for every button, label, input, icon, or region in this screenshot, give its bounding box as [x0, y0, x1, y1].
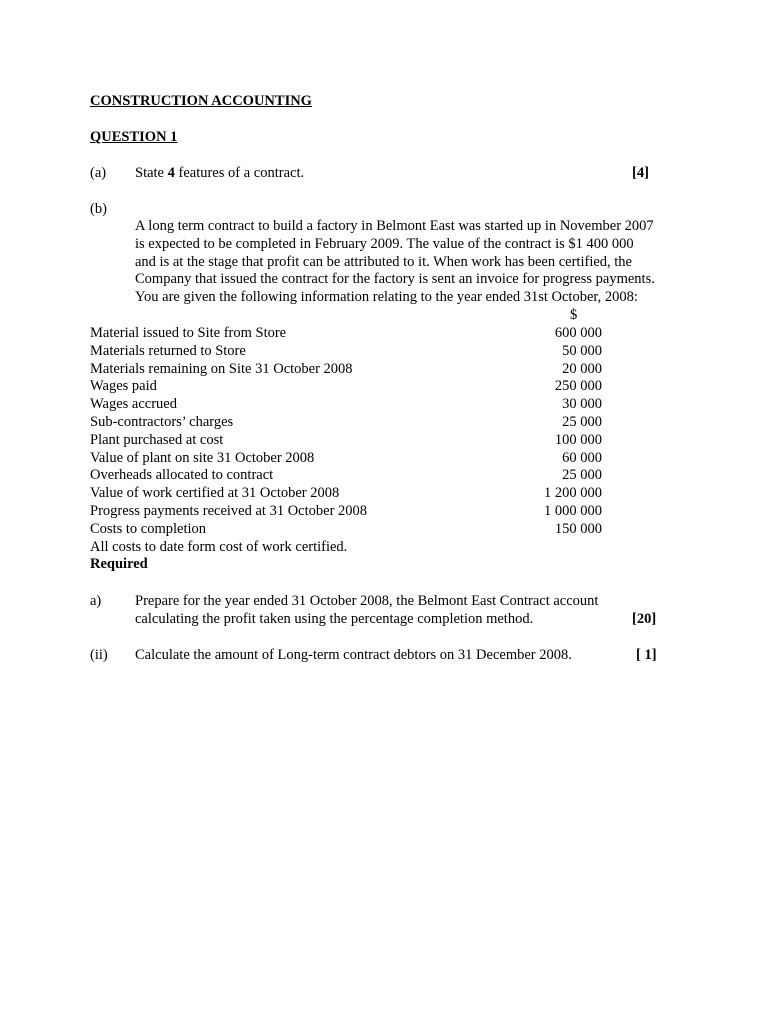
- item-amount: 60 000: [562, 449, 602, 466]
- paragraph-line: and is at the stage that profit can be attributed to it. When work has been certified, the: [135, 253, 632, 270]
- item-label: Value of plant on site 31 October 2008: [90, 449, 315, 466]
- item-label: Value of work certified at 31 October 2008: [90, 485, 340, 502]
- item-amount: 25 000: [562, 413, 602, 430]
- part-a-text-pre: State: [135, 165, 168, 181]
- paragraph-line: You are given the following information relating to the year ended 31st October, 2008:: [135, 289, 638, 306]
- currency-header: $: [570, 307, 578, 323]
- item-label: Plant purchased at cost: [90, 431, 224, 448]
- note-text: All costs to date form cost of work certified.: [90, 538, 348, 555]
- item-label: Material issued to Site from Store: [90, 325, 287, 341]
- table-row: [90, 485, 610, 503]
- item-label: Materials remaining on Site 31 October 2008: [90, 360, 353, 377]
- document-title: CONSTRUCTION ACCOUNTING: [90, 93, 312, 109]
- item-label: Progress payments received at 31 October 2008: [90, 502, 368, 519]
- part-a-marks: [4]: [632, 165, 649, 181]
- part-a-text-bold: 4: [167, 165, 175, 181]
- req-ii-text: Calculate the amount of Long-term contract debtors on 31 December 2008.: [135, 647, 572, 663]
- req-ii-label: (ii): [90, 647, 108, 663]
- table-row: [90, 503, 610, 521]
- paragraph-line: A long term contract to build a factory in Belmont East was started up in November 2007: [135, 218, 654, 234]
- item-amount: 150 000: [554, 520, 602, 537]
- paragraph-line: Company that issued the contract for the factory is sent an invoice for progress payments.: [135, 271, 655, 288]
- item-amount: 30 000: [562, 396, 602, 413]
- item-label: Wages paid: [90, 378, 157, 395]
- item-label: Sub-contractors’ charges: [90, 413, 234, 430]
- item-amount: 1 000 000: [544, 502, 602, 519]
- required-heading-row: [90, 556, 610, 574]
- req-a-line1: Prepare for the year ended 31 October 2008, the Belmont East Contract account: [135, 593, 599, 609]
- table-row: [90, 467, 610, 485]
- table-row: [90, 414, 610, 432]
- table-row: [90, 378, 610, 396]
- question-heading: QUESTION 1: [90, 129, 178, 145]
- item-amount: 600 000: [554, 325, 602, 341]
- table-row: [90, 450, 610, 468]
- req-ii-marks: [ 1]: [636, 647, 657, 663]
- item-label: Materials returned to Store: [90, 342, 246, 359]
- table-row: [90, 432, 610, 450]
- item-label: Overheads allocated to contract: [90, 467, 274, 484]
- table-row: [90, 325, 610, 343]
- part-b-label: (b): [90, 201, 107, 217]
- item-amount: 25 000: [562, 467, 602, 484]
- req-a-label: a): [90, 593, 102, 609]
- table-row: [90, 361, 610, 379]
- required-heading: Required: [90, 556, 148, 573]
- item-amount: 20 000: [562, 360, 602, 377]
- item-label: Wages accrued: [90, 396, 177, 413]
- part-b-paragraph: [135, 218, 695, 307]
- part-a-text: [135, 165, 304, 183]
- cost-items-table: [90, 325, 610, 574]
- req-a-marks: [20]: [632, 611, 657, 627]
- table-row: [90, 521, 610, 539]
- item-amount: 1 200 000: [544, 485, 602, 502]
- paragraph-line: is expected to be completed in February 2009. The value of the contract is $1 400 000: [135, 235, 634, 252]
- costs-note: [90, 539, 610, 557]
- part-a-text-post: features of a contract.: [174, 165, 305, 181]
- table-row: [90, 396, 610, 414]
- item-amount: 50 000: [562, 342, 602, 359]
- part-a-label: (a): [90, 165, 107, 181]
- req-a-line2: calculating the profit taken using the percentage completion method.: [135, 611, 534, 627]
- item-amount: 250 000: [554, 378, 602, 395]
- item-amount: 100 000: [554, 431, 602, 448]
- table-row: [90, 343, 610, 361]
- item-label: Costs to completion: [90, 520, 206, 537]
